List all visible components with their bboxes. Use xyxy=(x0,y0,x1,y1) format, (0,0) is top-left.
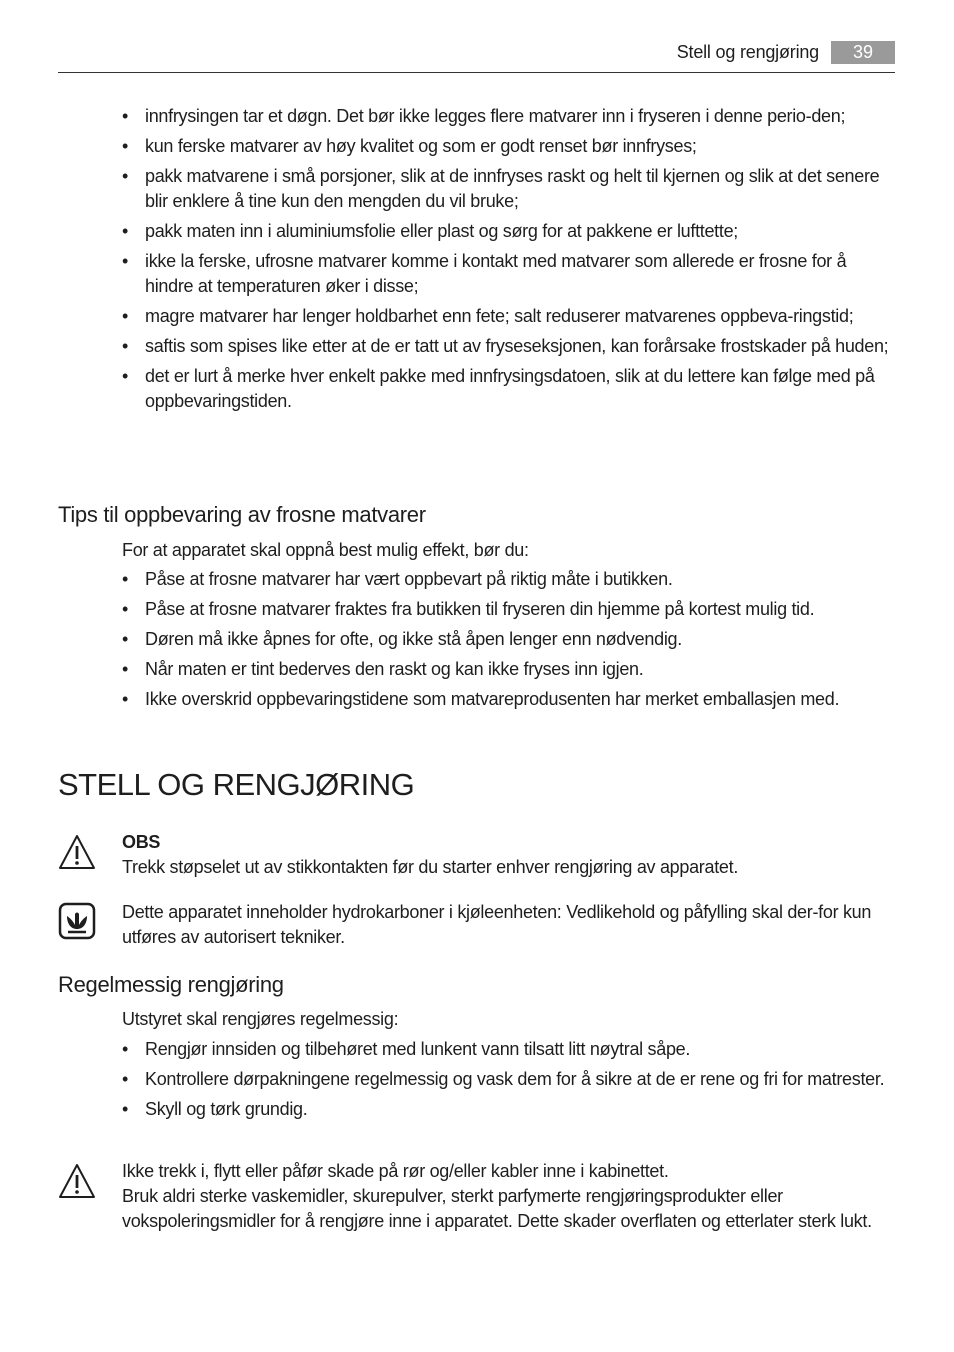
cleaning-warning xyxy=(58,1162,895,1262)
list-item: • Når maten er tint bederves den raskt og kan ikke fryses inn igjen. xyxy=(122,659,644,679)
environment-icon xyxy=(58,902,96,940)
list-item: • pakk maten inn i aluminiumsfolie eller plast og sørg for at pakkene er lufttette; xyxy=(122,221,739,241)
header-title: Stell og rengjøring xyxy=(676,42,819,62)
page-header xyxy=(58,40,895,73)
warning-triangle-icon xyxy=(58,1162,96,1200)
list-item: • Påse at frosne matvarer har vært oppbevart på riktig måte i butikken. xyxy=(122,569,673,589)
regular-cleaning-heading: Regelmessig rengjøring xyxy=(58,972,284,997)
regular-cleaning-intro: Utstyret skal rengjøres regelmessig: xyxy=(122,1009,399,1029)
list-item: • Kontrollere dørpakningene regelmessig og vask dem for å sikre at de er rene og fri for matrester. xyxy=(122,1069,885,1089)
list-item: • Døren må ikke åpnes for ofte, og ikke stå åpen lenger enn nødvendig. xyxy=(122,629,682,649)
obs-warning xyxy=(58,833,895,885)
warning-triangle-icon xyxy=(58,833,96,871)
tips-heading: Tips til oppbevaring av frosne matvarer xyxy=(58,502,426,527)
list-item: • Påse at frosne matvarer fraktes fra butikken til fryseren din hjemme på kortest mulig tid. xyxy=(122,599,815,619)
list-item: • Ikke overskrid oppbevaringstidene som matvareprodusenten har merket emballasjen med. xyxy=(122,689,840,709)
list-item: • det er lurt å merke hver enkelt pakke med innfrysingsdatoen, slik at du lettere kan følge med på oppbevaringstiden. xyxy=(122,366,875,411)
cleaning-list xyxy=(120,1037,895,1127)
section-title: STELL OG RENGJØRING xyxy=(58,767,415,802)
list-item: • Rengjør innsiden og tilbehøret med lunkent vann tilsatt litt nøytral såpe. xyxy=(122,1039,691,1059)
list-item: • pakk matvarene i små porsjoner, slik at de innfryses raskt og helt til kjernen og slik at det senere blir enklere å tine kun den mengden du vil bruke; xyxy=(122,166,880,211)
environment-note xyxy=(58,902,895,954)
tips-list xyxy=(120,567,895,717)
list-item: • innfrysingen tar et døgn. Det bør ikke legges flere matvarer inn i fryseren i denne perio-den; xyxy=(122,106,846,126)
list-item: • Skyll og tørk grundig. xyxy=(122,1099,308,1119)
obs-label: OBS xyxy=(122,832,161,852)
environment-text: Dette apparatet inneholder hydrokarboner i kjøleenheten: Vedlikehold og påfylling skal der-for kun utføres av autorisert tekniker. xyxy=(122,902,872,947)
tips-intro: For at apparatet skal oppnå best mulig effekt, bør du: xyxy=(122,540,529,560)
cleaning-warning-line1: Ikke trekk i, flytt eller påfør skade på rør og/eller kabler inne i kabinettet. xyxy=(122,1161,669,1181)
page-number: 39 xyxy=(831,41,895,64)
cleaning-warning-line2: Bruk aldri sterke vaskemidler, skurepulver, sterkt parfymerte rengjøringsprodukter eller vokspoleringsmidler for å rengjøre inne i apparatet. Dette skader overflaten og etterlater sterk lukt. xyxy=(122,1186,872,1231)
list-item: • saftis som spises like etter at de er tatt ut av fryseseksjonen, kan forårsake frostskader på huden; xyxy=(122,336,889,356)
freezing-tips-list xyxy=(120,104,895,419)
list-item: • magre matvarer har lenger holdbarhet enn fete; salt reduserer matvarenes oppbeva-ringstid; xyxy=(122,306,854,326)
obs-text: Trekk støpselet ut av stikkontakten før du starter enhver rengjøring av apparatet. xyxy=(122,857,739,877)
list-item: • kun ferske matvarer av høy kvalitet og som er godt renset bør innfryses; xyxy=(122,136,697,156)
list-item: • ikke la ferske, ufrosne matvarer komme i kontakt med matvarer som allerede er frosne for å hindre at temperaturen øker i disse; xyxy=(122,251,847,296)
